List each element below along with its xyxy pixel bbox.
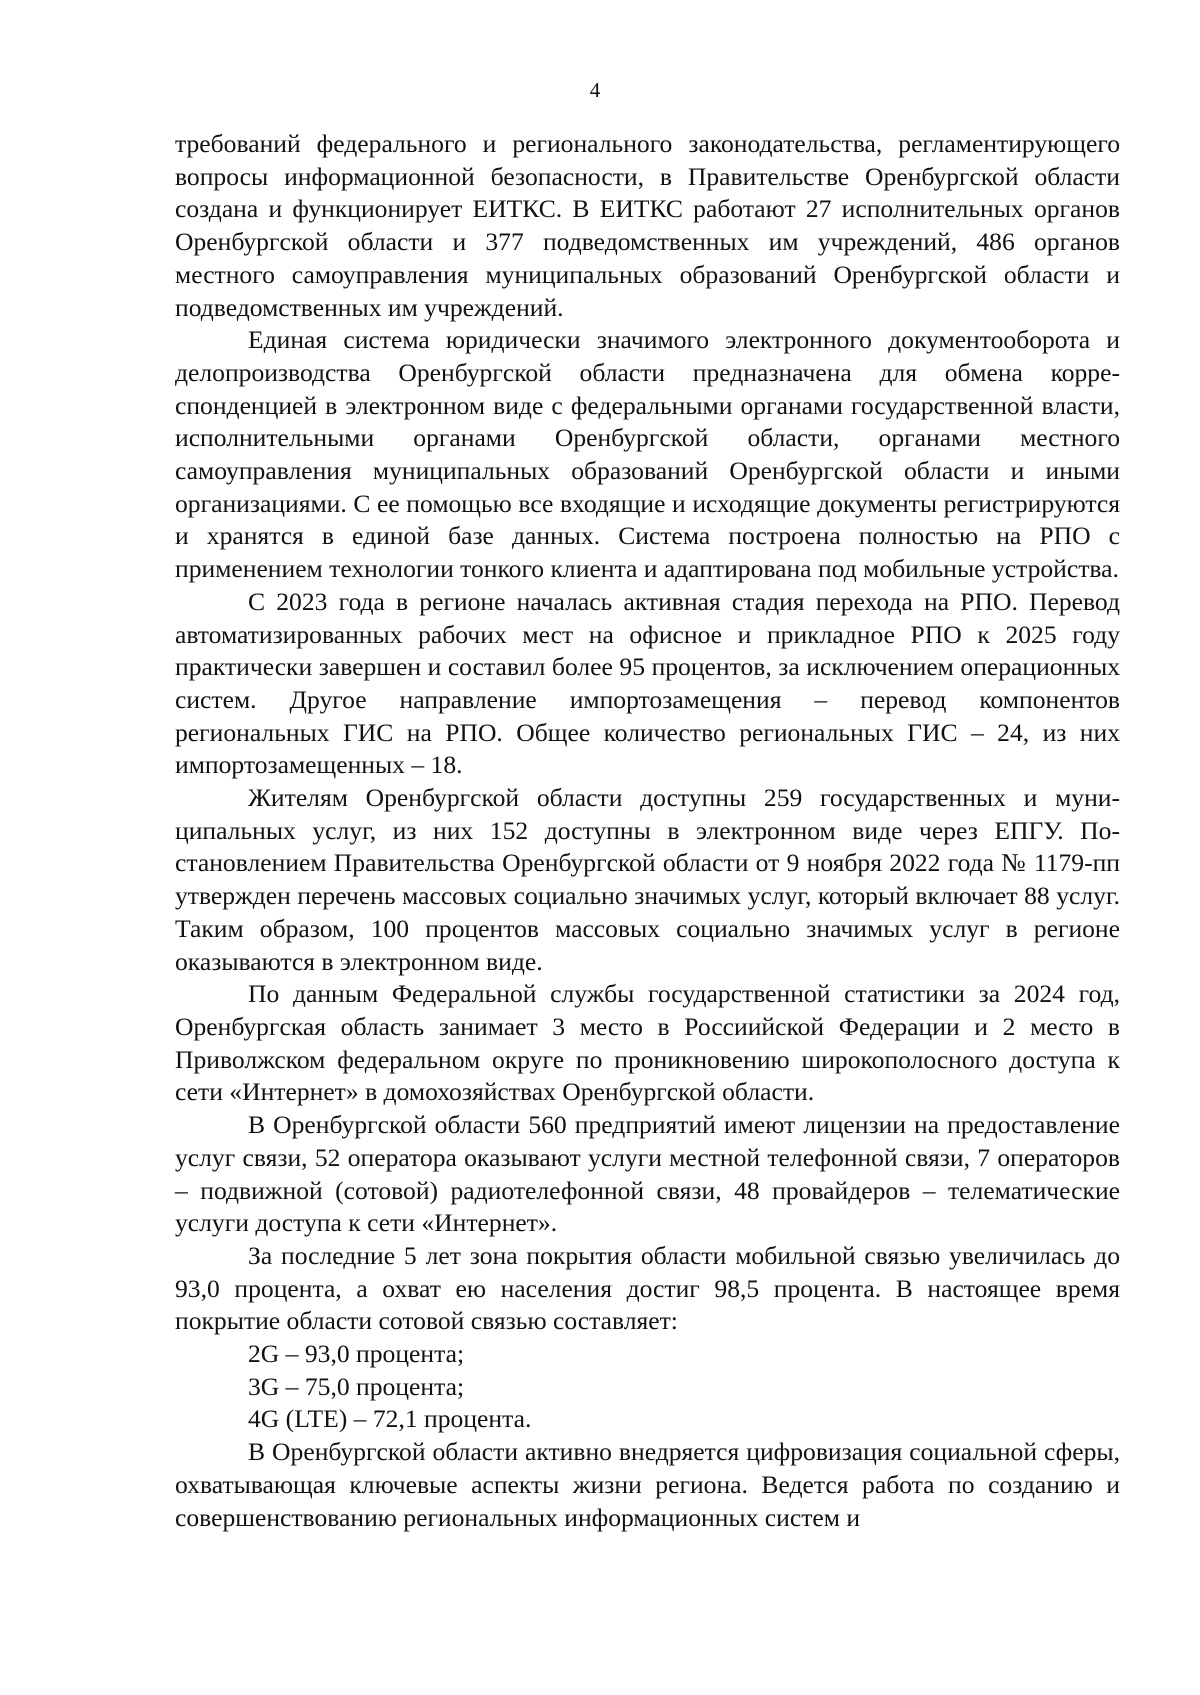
paragraph-continuation: требований федерального и регионального законодательства, регламентирующего вопросы информационной безопасности, в Правительстве Оренбургской области создана и функционирует ЕИТКС. В ЕИТКС работают 27 исполнительных органов Оренбургской области и 377 подведомственных им учреждений, 486 органов местного самоуправления муниципальных образований Оренбургской области и подведомственных им учреждений. — [175, 129, 1120, 322]
coverage-item-3g: 3G – 75,0 процента; — [248, 1371, 465, 1401]
paragraph-import-substitution: С 2023 года в регионе началась активная стадия перехода на РПО. Перевод автоматизированных рабочих мест на офисное и прикладное РПО к 2025 году практически завершен и составил более 95 процентов, за исключением операционных систем. Другое направление импортозамещения – перевод компонентов региональных ГИС на РПО. Общее количество региональных ГИС – 24, из них импортозамещенных – 18. — [175, 586, 1120, 780]
paragraph-social-digitalization: В Оренбургской области активно внедряется цифровизация социальной сферы, охватывающая ключевые аспекты жизни региона. Ведется работа по созданию и совершенствованию региональных информационных систем и — [175, 1437, 1120, 1532]
coverage-item-2g: 2G – 93,0 процента; — [248, 1339, 465, 1369]
coverage-item-4g: 4G (LTE) – 72,1 процента. — [248, 1404, 532, 1434]
paragraph-telecom-operators: В Оренбургской области 560 предприятий имеют лицензии на предоставление услуг связи, 52 оператора оказывают услуги местной телефонной связи, 7 операторов – подвижной (сотовой) радиотелефонной связи, 48 провайдеров – телематические услуги доступа к сети «Интернет». — [175, 1110, 1120, 1238]
paragraph-mobile-coverage: За последние 5 лет зона покрытия области мобильной связью увеличилась до 93,0 процента, а охват ею населения достиг 98,5 процента. В настоящее время покрытие области сотовой связью составляет: — [175, 1240, 1120, 1336]
page-number: 4 — [589, 78, 601, 102]
paragraph-document-management: Единая система юридически значимого электронного документооборота и делопроизводства Оренбургской области предназначена для обмена корреспонденцией в электронном виде с федеральными органами государственной власти, исполнительными органами Оренбургской области, органами местного самоуправления муниципальных образований Оренбургской области и иными организациями. С ее помощью все входящие и исходящие документы регистрируются и хранятся в единой базе данных. Система построена полностью на РПО с применением технологии тонкого клиента и адаптирована под мобильные устройства. — [175, 325, 1120, 584]
paragraph-public-services: Жителям Оренбургской области доступны 259 государственных и муниципальных услуг, из них 152 доступны в электронном виде через ЕПГУ. Постановлением Правительства Оренбургской области от 9 ноября 2022 года № 1179-пп утвержден перечень массовых социально значимых услуг, который включает 88 услуг. Таким образом, 100 процентов массовых социально значимых услуг в регионе оказываются в электронном виде. — [175, 783, 1120, 976]
document-body — [175, 128, 1120, 1534]
paragraph-broadband-statistics: По данным Федеральной службы государственной статистики за 2024 год, Оренбургская область занимает 3 место в Россиийской Федерации и 2 место в Приволжском федеральном округе по проникновению широкополосного доступа к сети «Интернет» в домохозяйствах Оренбургской области. — [175, 979, 1120, 1107]
